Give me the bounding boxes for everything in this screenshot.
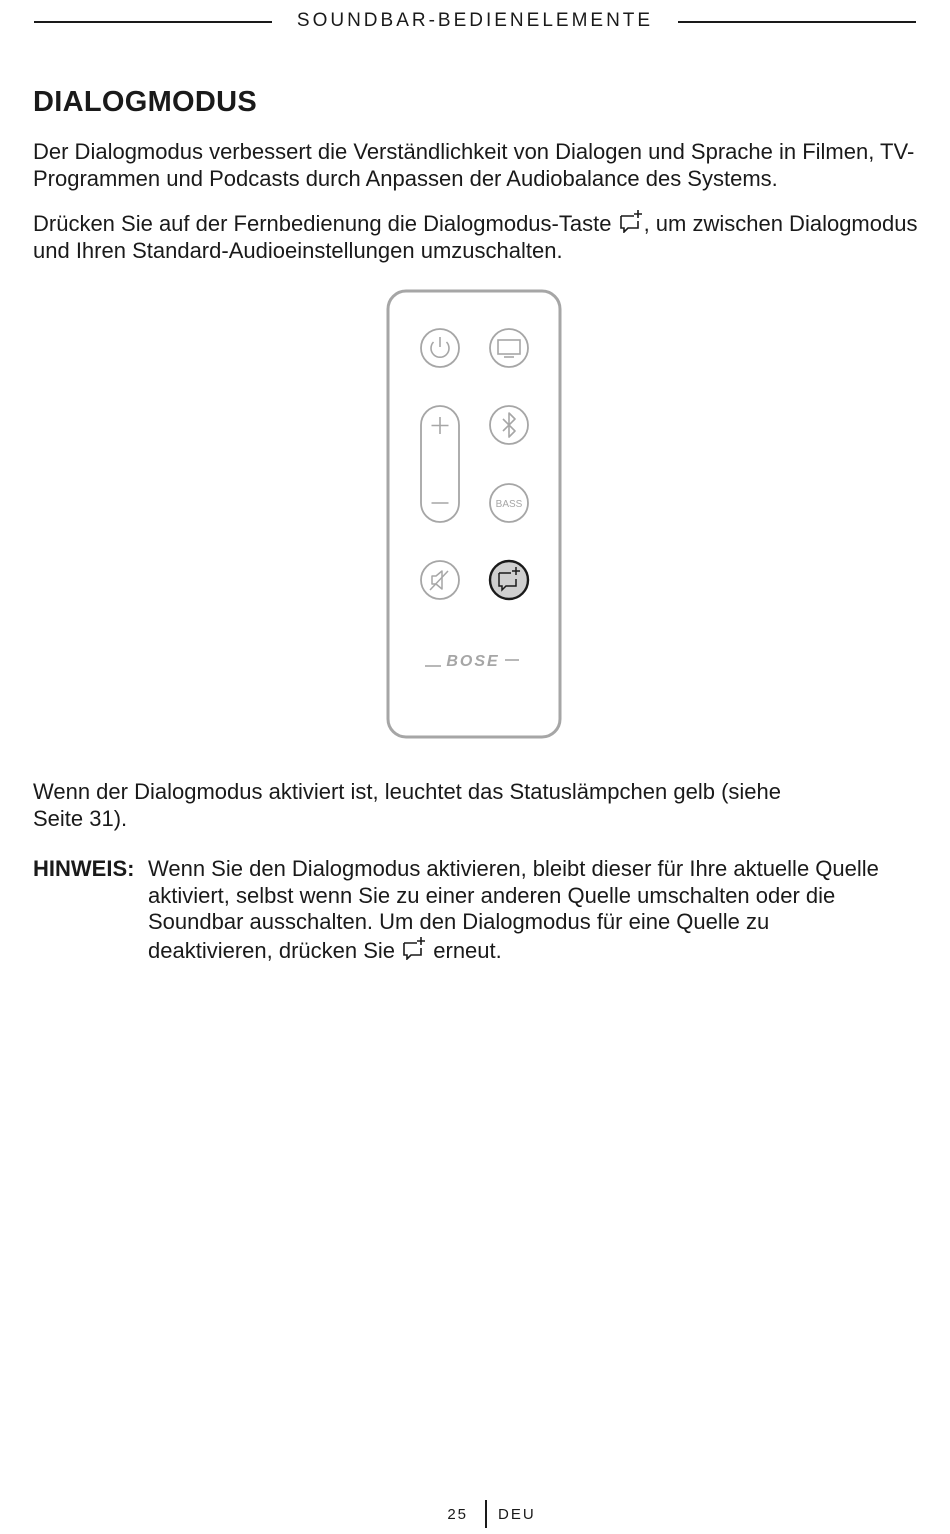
page-footer: [0, 1500, 950, 1528]
language-code: DEU: [498, 1506, 536, 1523]
paragraph-status: Wenn der Dialogmodus aktiviert ist, leuchtet das Statuslämpchen gelb (siehe Seite 31).: [33, 779, 781, 831]
paragraph-instruction: [33, 209, 923, 264]
note-text: [148, 856, 888, 964]
remote-illustration: [385, 288, 563, 740]
paragraph-instruction-start: Drücken Sie auf der Fernbedienung die Dialogmodus-Taste: [33, 211, 618, 236]
remote-body: [388, 291, 560, 737]
paragraph-intro: Der Dialogmodus verbessert die Verständlichkeit von Dialogen und Sprache in Filmen, TV-Programmen und Podcasts durch Anpassen der Audiobalance des Systems.: [33, 139, 915, 191]
note-text-start: Wenn Sie den Dialogmodus aktivieren, bleibt dieser für Ihre aktuelle Quelle aktiviert, selbst wenn Sie zu einer anderen Quelle umschalten oder die Soundbar ausschalten. Um den Dialogmodus für eine Quelle zu deaktivieren, drücken Sie: [148, 856, 879, 963]
section-title: DIALOGMODUS: [33, 86, 258, 118]
page-header: [34, 8, 916, 34]
note-text-end: erneut.: [427, 937, 502, 963]
page-number: 25: [447, 1506, 468, 1523]
dialog-mode-icon: [618, 209, 644, 233]
svg-text:BOSE: BOSE: [446, 653, 500, 670]
dialog-mode-button: [490, 561, 528, 599]
header-rule-right: [678, 21, 916, 23]
note-label: HINWEIS:: [33, 856, 135, 881]
header-title: SOUNDBAR-BEDIENELEMENTE: [296, 10, 654, 31]
dialog-mode-icon: [401, 936, 427, 960]
bass-icon: BASS: [495, 499, 523, 510]
paragraph-instruction-end: , um zwischen Dialogmodus und Ihren Standard-Audioeinstellungen umzuschalten.: [33, 211, 918, 263]
footer-separator: [485, 1500, 487, 1528]
